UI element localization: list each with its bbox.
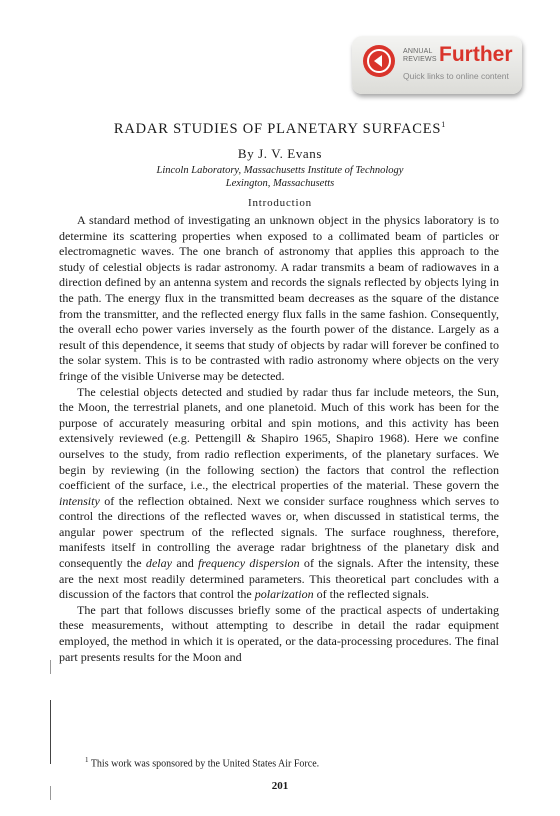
- emphasis-intensity: intensity: [59, 493, 100, 508]
- further-label: Further: [439, 43, 513, 66]
- left-arrow-circle-icon: [363, 45, 395, 77]
- affiliation: [0, 164, 560, 190]
- margin-mark: [50, 700, 51, 764]
- section-heading: Introduction: [248, 197, 312, 209]
- author-line: By J. V. Evans: [237, 146, 323, 161]
- annual-reviews-further-badge[interactable]: [352, 36, 522, 94]
- footnote: $^1$ This work was sponsored by the United States Air Force.: [85, 756, 320, 770]
- emphasis-delay: delay: [145, 556, 173, 571]
- margin-mark: [50, 660, 51, 674]
- paragraph-2: The celestial objects detected and studied by radar thus far include meteors, the Sun, the Moon, the terrestrial planets, and one planetoid. Much of this work has been for the purpose of accurately measuring orbital and spin motions, and this activity has been extensively reviewed (e.g. Pettengill & Shapiro 1965, Shapiro 1968). Here we confine ourselves to the study, from radio reflection experiments, of the planetary surfaces. We begin by reviewing (in the following section) the factors that control the reflection coefficient of the surface, i.e., the electrical properties of the material. These govern the intensity of the reflection obtained. Next we consider surface roughness which serves to control the directions of the reflected waves or, when discussed in statistical terms, the angular power spectrum of the reflected signals. The surface roughness, therefore, manifests itself in controlling the average radar brightness of the planetary disk and consequently the delay and frequency dispersion of the signals. After the intensity, these are the next most readily determined parameters. This theoretical part concludes with a discussion of the factors that control the polarization of the reflected signals.: [59, 384, 499, 602]
- page-number: 201: [271, 780, 289, 792]
- emphasis-polarization: polarization: [254, 587, 314, 602]
- affiliation-line-1: Lincoln Laboratory, Massachusetts Institute of Technology: [156, 165, 404, 176]
- footnote-mark: 1: [85, 756, 89, 764]
- badge-tagline: Quick links to online content: [403, 71, 509, 81]
- paragraph-1: A standard method of investigating an unknown object in the physics laboratory is to determine its scattering properties when exposed to a collimated beam of particles or electromagnetic waves. The one branch of astronomy that applies this approach to the study of celestial objects is radar astronomy. A radar transmits a beam of radiowaves in a direction defined by an antenna system and records the signals reflected by objects lying in the path. The energy flux in the transmitted beam decreases as the square of the distance from the transmitter, and the reflected energy flux falls in the same fashion. Consequently, the overall echo power varies inversely as the fourth power of the distance. Largely as a result of this dependence, it seems that study of objects by radar will forever be confined to the solar system. This is to be contrasted with radio astronomy where objects on the very fringe of the visible Universe may be detected.: [59, 213, 499, 383]
- emphasis-frequency-dispersion: frequency dispersion: [198, 556, 300, 571]
- annual-reviews-logo-text: ANNUAL REVIEWS: [403, 48, 437, 63]
- affiliation-line-2: Lexington, Massachusetts: [225, 178, 335, 189]
- article-body: [59, 213, 499, 665]
- paragraph-3: The part that follows discusses briefly some of the practical aspects of undertaking these measurements, without attempting to describe in detail the radar equipment employed, the method in which it is operated, or the data-processing procedures. The final part presents results for the Moon and: [59, 602, 499, 664]
- title-footnote-mark: 1: [441, 120, 447, 129]
- margin-mark: [50, 786, 51, 800]
- article-title: RADAR STUDIES OF PLANETARY SURFACES$^1$: [113, 120, 447, 137]
